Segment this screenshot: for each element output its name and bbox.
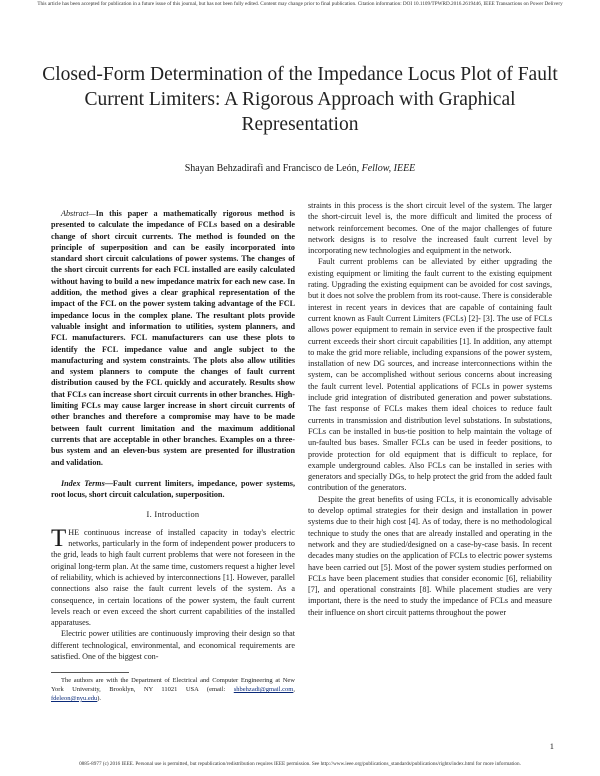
abstract [51, 208, 295, 468]
copyright-footer: 0885-8977 (c) 2016 IEEE. Personal use is permitted, but republication/redistribution requires IEEE permission. See http://www.ieee.org/publications_standards/publications/rights/index.html for more information. [79, 761, 521, 767]
index-terms-text: —Fault current limiters, impedance, power systems, root locus, short circuit calculation, superposition. [51, 478, 295, 500]
left-column [51, 208, 295, 704]
abstract-label: Abstract— [61, 209, 96, 218]
index-terms-label: Index Terms [61, 478, 105, 488]
right-paragraph-1: straints in this process is the short circuit level of the system. The larger the short-circuit level is, the more difficult and limited the process of network reinforcement becomes. One of the major challenges of future network designs is to resolve the increased fault current level by incorporating new technologies and equipment in the network. [308, 201, 552, 256]
intro-paragraph-1-text: HE continuous increase of installed capacity in today's electric networks, particularly in the form of independent power producers to the grid, leads to high fault current problems that were not foreseen in the original long-term plan. At the same time, customers request a higher level of reliability, which is achieved by interconnections [1]. However, parallel connections also raise the fault current levels of the system. As a consequence, in certain locations of the power system, the fault current levels reach or even exceed the short current capabilities of the installed apparatuses. [51, 527, 295, 628]
author-affiliation: Fellow, IEEE [361, 163, 416, 174]
author-line [40, 162, 560, 175]
index-terms [51, 478, 295, 501]
page-number: 1 [549, 741, 554, 751]
abstract-text: In this paper a mathematically rigorous method is presented to calculate the impedance of FCLs based on a desirable change of short circuit currents. The method is founded on the principle of superposition and can be easily incorporated into standard short circuit calculations of power systems. The changes of the short circuit currents for each FCL installed are easily calculated without having to build a new impedance matrix for each new case. In addition, the method gives a clear graphical representation of the impact of the FCL on the power system taking advantage of the FCL impedance locus in the complex plane. The resultant plots provide valuable insight and information to utilities, system planners, and FCL manufacturers. FCL manufacturers can use these plots to identify the FCL impedance value and angle subject to the manufacturing and system constraints. The plots also allow utilities and system planners to compute the changes of fault current distribution caused by the FCL quickly and accurately. Results show that FCLs can increase short circuit currents in other branches. High-limiting FCLs may cause larger increase in short circuit currents of other branches and therefore a compromise may have to be made between fault current limitation and the maximum additional currents that are acceptable in other branches. Examples on a three-bus system and an eleven-bus system are presented for illustration and validation. [51, 209, 295, 467]
journal-banner: This article has been accepted for publication in a future issue of this journal, but has not been fully edited. Content may change prior to final publication. Citation information: DOI 10.1109/TPWRD.2016.2619446, IEEE Transactions on Power Delivery [37, 1, 563, 7]
right-column [308, 200, 552, 618]
footnote-text: The authors are with the Department of Electrical and Computer Engineering at New York University, Brooklyn, NY 11021 USA (email: [51, 677, 295, 694]
footnote-end: ). [97, 694, 102, 702]
author-names: Shayan Behzadirafi and Francisco de León, [184, 163, 360, 174]
intro-paragraph-2: Electric power utilities are continuously improving their design so that different technological, environmental, and economical requirements are satisfied. One of the biggest con- [51, 629, 295, 661]
paper-title: Closed-Form Determination of the Impedance Locus Plot of Fault Current Limiters: A Rigorous Approach with Graphical Representation [42, 64, 558, 135]
footnote-divider [51, 672, 129, 673]
right-paragraph-2: Fault current problems can be alleviated by either upgrading the existing equipment or limiting the fault current to the existing equipment rating. Upgrading the existing equipment can be avoided for cost savings, but it does not solve the problem from its root-cause. There is considerable interest in recent years in devices that are capable of containing fault current known as Fault Current Limiters (FCLs) [2]- [3]. The use of FCLs allows power equipment to remain in service even if the prospective fault current exceeds their short circuit capabilities [1]. In addition, any attempt to make the grid more reliable, including expansions of the power system, installation of new DG sources, and increase interconnections within the system, can be accomplished without serious concerns about increasing the fault current level. Potential applications of FCLs in power systems include grid integration of distributed generation and power substations. The fast response of FCLs makes them ideal choices to reduce fault currents in transmission and distribution level substations. In substations, FCLs can be installed in bus-tie position to help maintain the voltage of un-faulted bus bases. Smaller FCLs can be used in feeder positions, to provide protection for old equipment that is difficult to replace, for example underground cables. Also FCLs can be installed in series with generators and specially DGs, to help protect the grid from the added fault contribution of the generators. [308, 257, 552, 493]
section-heading: I. Introduction [146, 510, 200, 520]
footnote: The authors are with the Department of Electrical and Computer Engineering at New York University, Brooklyn, NY 11021 USA (email: shbehzadi@gmail.com, fdeleon@nyu.edu). [51, 677, 295, 702]
intro-paragraph-1 [51, 524, 295, 629]
email-link-1[interactable]: shbehzadi@gmail.com [233, 686, 294, 694]
drop-cap: T [51, 524, 67, 552]
right-paragraph-3: Despite the great benefits of using FCLs, it is economically advisable to develop optimal strategies for their design and installation in power systems due to their high cost [4]. As of today, there is no methodological technique to study the ones that are already installed and operating in the network and they are studied/designed on a case-by-case basis. In recent decades many studies on the application of FCLs to electric power systems have been carried out [5]. Most of the power system studies performed on FCLs have been placement studies that consider economic [6], reliability [7], and operational constraints [8]. While placement studies are very important, there is the need to study the impedance of FCLs and measure their influence on short circuit patterns throughout the power [308, 494, 552, 617]
email-link-2[interactable]: fdeleon@nyu.edu [51, 694, 98, 702]
